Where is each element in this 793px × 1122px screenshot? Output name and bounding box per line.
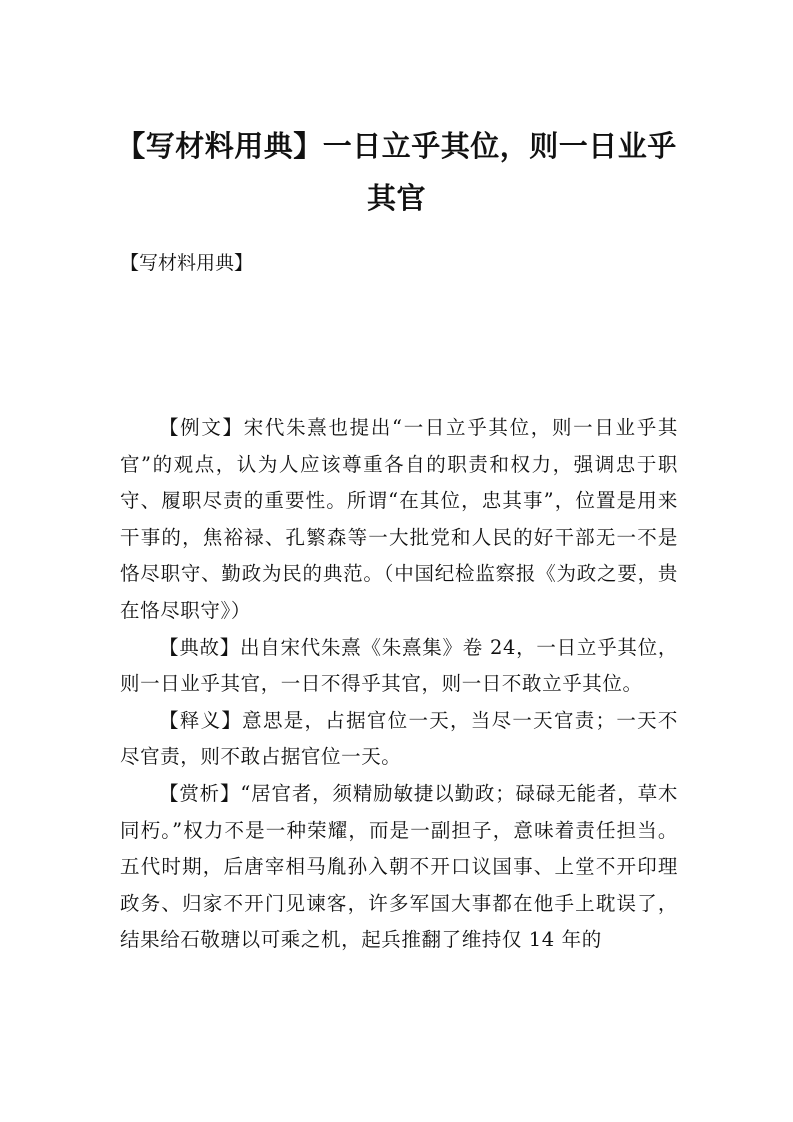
- paragraph-interpretation: [120, 703, 678, 776]
- paragraph-text: “居官者，须精励敏捷以勤政；碌碌无能者，草木同朽。”权力不是一种荣耀，而是一副担子，意味着责任担当。五代时期，后唐宰相马胤孙入朝不开口议国事、上堂不开印理政务、归家不开门见谏客，许多军国大事都在他手上耽误了，结果给石敬瑭以可乘之机，起兵推翻了维持仅 14 年的: [120, 781, 679, 952]
- paragraph-label: 【例文】: [159, 416, 244, 439]
- paragraph-label: 【典故】: [159, 635, 241, 659]
- paragraph-text: 意思是，占据官位一天，当尽一天官责；一天不尽官责，则不敢占据官位一天。: [120, 708, 678, 769]
- category-tag: 【写材料用典】: [120, 252, 254, 274]
- paragraph-text: 宋代朱熹也提出“一日立乎其位，则一日业乎其官”的观点，认为人应该尊重各自的职责和权力，强调忠于职守、履职尽责的重要性。所谓“在其位，忠其事”，位置是用来干事的，焦裕禄、孔繁森等一大批党和人民的好干部无一不是恪尽职守、勤政为民的典范。（中国纪检监察报《为政之要，贵在恪尽职守》）: [120, 416, 678, 622]
- paragraph-example: [120, 410, 678, 630]
- paragraph-allusion: [120, 630, 678, 703]
- paragraph-appreciation: [120, 776, 678, 959]
- document-title: 【写材料用典】一日立乎其位，则一日业乎其官: [116, 129, 677, 215]
- paragraph-label: 【释义】: [159, 708, 243, 732]
- paragraph-label: 【赏析】: [159, 781, 241, 805]
- paragraph-text: 出自宋代朱熹《朱熹集》卷 24，一日立乎其位，则一日业乎其官，一日不得乎其官，则一日不敢立乎其位。: [120, 635, 679, 696]
- document-body: [120, 410, 678, 959]
